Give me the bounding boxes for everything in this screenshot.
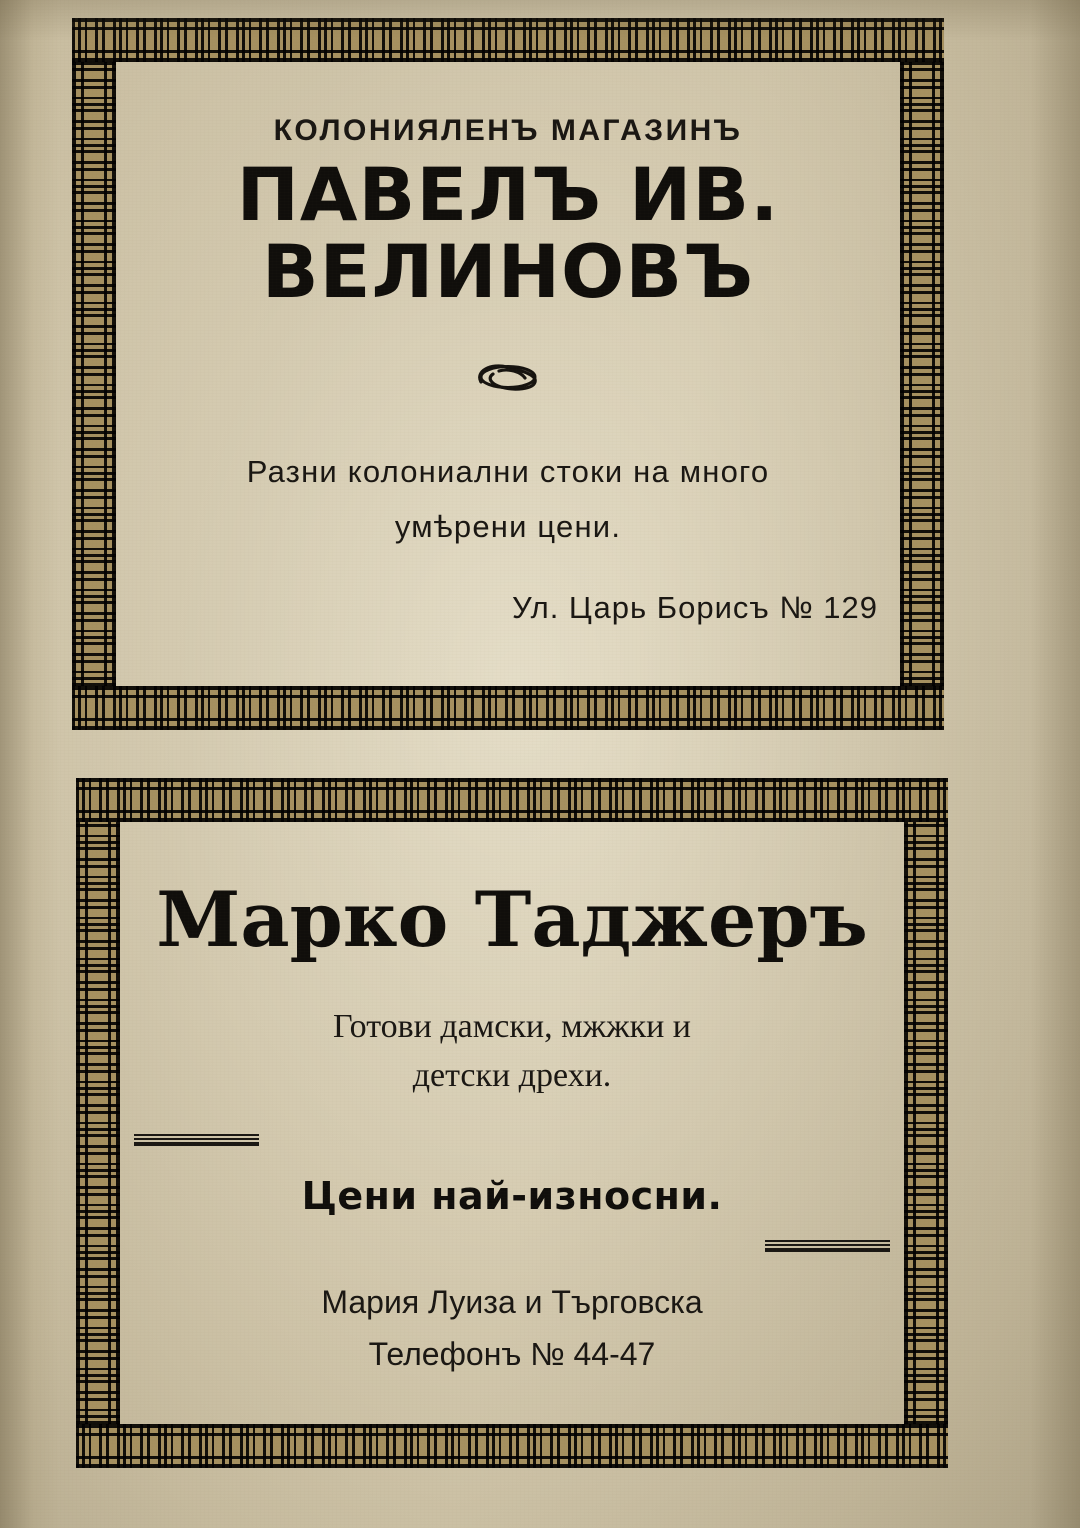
ornament-border-right — [900, 62, 944, 686]
page-edge-shadow-left — [0, 0, 60, 1528]
ad-business-name-tadzher: Марко Таджеръ — [156, 875, 868, 964]
advertisement-marko-tadzher — [76, 778, 948, 1468]
ad-price-line-tadzher: Цени най-износни. — [301, 1174, 723, 1219]
ad-phone-line: Телефонъ № 44-47 — [368, 1336, 656, 1373]
page-edge-shadow-right — [1030, 0, 1080, 1528]
swirl-ornament-icon — [116, 359, 900, 399]
ornament-border-bottom — [76, 1424, 948, 1468]
ad-address-tadzher — [120, 1278, 904, 1378]
ornament-border-left — [76, 822, 120, 1424]
advertisement-kolonialen-magazin — [72, 18, 944, 730]
ad-address-kolonialen: Ул. Царь Борисъ № 129 — [511, 589, 878, 625]
ornament-border-right — [904, 822, 948, 1424]
ad-description-line: детски дрехи. — [412, 1057, 612, 1095]
ad-content-tadzher — [120, 822, 904, 1424]
ad-description-line: умѣрени цени. — [394, 508, 622, 544]
ornament-border-top — [76, 778, 948, 822]
ad-description-line: Готови дамски, мжжки и — [333, 1007, 691, 1045]
ad-kicker-kolonialen: КОЛОНИЯЛЕНЪ МАГАЗИНЪ — [273, 114, 743, 147]
ad-content-kolonialen — [116, 62, 900, 686]
ad-address-line: Мария Луиза и Търговска — [321, 1284, 703, 1321]
ad-description-tadzher — [120, 1002, 904, 1101]
ornament-border-top — [72, 18, 944, 62]
ornament-border-bottom — [72, 686, 944, 730]
decorative-rule-right — [765, 1240, 890, 1252]
ad-description-kolonialen — [116, 445, 900, 554]
ornament-border-left — [72, 62, 116, 686]
decorative-rule-left — [134, 1134, 259, 1146]
ad-description-line: Разни колониални стоки на много — [246, 454, 770, 490]
ad-business-name-velinov: ПАВЕЛЪ ИВ. ВЕЛИНОВЪ — [236, 153, 780, 315]
